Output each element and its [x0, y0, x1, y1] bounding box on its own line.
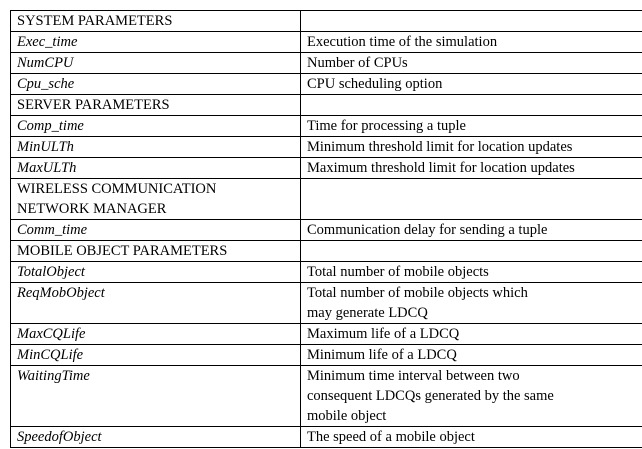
- param-name: MinCQLife: [11, 345, 301, 366]
- param-description: Number of CPUs: [301, 53, 642, 74]
- table-row: [11, 137, 642, 158]
- param-name: WaitingTime: [11, 366, 301, 427]
- table-row: [11, 262, 642, 283]
- param-description: Communication delay for sending a tuple: [301, 220, 642, 241]
- table-row: [11, 74, 642, 95]
- param-description-line: Minimum time interval between two: [307, 368, 520, 384]
- table-row: [11, 345, 642, 366]
- table-row: [11, 324, 642, 345]
- param-description-line: consequent LDCQs generated by the same: [307, 388, 554, 404]
- param-description: [301, 283, 642, 324]
- section-title-line: WIRELESS COMMUNICATION: [17, 181, 217, 197]
- param-name: NumCPU: [11, 53, 301, 74]
- param-name: Cpu_sche: [11, 74, 301, 95]
- section-header-wireless: [11, 179, 642, 220]
- table-row: [11, 427, 642, 448]
- table-row: [11, 116, 642, 137]
- section-header-mobile: [11, 241, 642, 262]
- section-title: SYSTEM PARAMETERS: [11, 11, 301, 32]
- param-name: Exec_time: [11, 32, 301, 53]
- param-description: Minimum threshold limit for location updates: [301, 137, 642, 158]
- param-description: Maximum life of a LDCQ: [301, 324, 642, 345]
- table-row: [11, 53, 642, 74]
- section-title: SERVER PARAMETERS: [11, 95, 301, 116]
- param-name: Comp_time: [11, 116, 301, 137]
- param-description: Time for processing a tuple: [301, 116, 642, 137]
- param-description-line: Total number of mobile objects which: [307, 285, 528, 301]
- param-description: Total number of mobile objects: [301, 262, 642, 283]
- param-name: TotalObject: [11, 262, 301, 283]
- table-row: [11, 220, 642, 241]
- param-description: The speed of a mobile object: [301, 427, 642, 448]
- param-name: MaxCQLife: [11, 324, 301, 345]
- param-description: CPU scheduling option: [301, 74, 642, 95]
- table-row: [11, 366, 642, 427]
- param-name: Comm_time: [11, 220, 301, 241]
- param-description-line: mobile object: [307, 408, 387, 424]
- empty-cell: [301, 11, 642, 32]
- section-title: MOBILE OBJECT PARAMETERS: [11, 241, 301, 262]
- param-description: Execution time of the simulation: [301, 32, 642, 53]
- table-row: [11, 158, 642, 179]
- section-title: [11, 179, 301, 220]
- section-header-server: [11, 95, 642, 116]
- empty-cell: [301, 95, 642, 116]
- param-name: SpeedofObject: [11, 427, 301, 448]
- section-title-line: NETWORK MANAGER: [17, 201, 167, 217]
- param-description: Minimum life of a LDCQ: [301, 345, 642, 366]
- param-description: Maximum threshold limit for location updates: [301, 158, 642, 179]
- empty-cell: [301, 241, 642, 262]
- table-row: [11, 32, 642, 53]
- param-name: MaxULTh: [11, 158, 301, 179]
- parameters-table: [10, 10, 642, 448]
- param-description: [301, 366, 642, 427]
- empty-cell: [301, 179, 642, 220]
- param-name: ReqMobObject: [11, 283, 301, 324]
- param-name: MinULTh: [11, 137, 301, 158]
- section-header-system: [11, 11, 642, 32]
- table-row: [11, 283, 642, 324]
- param-description-line: may generate LDCQ: [307, 305, 428, 321]
